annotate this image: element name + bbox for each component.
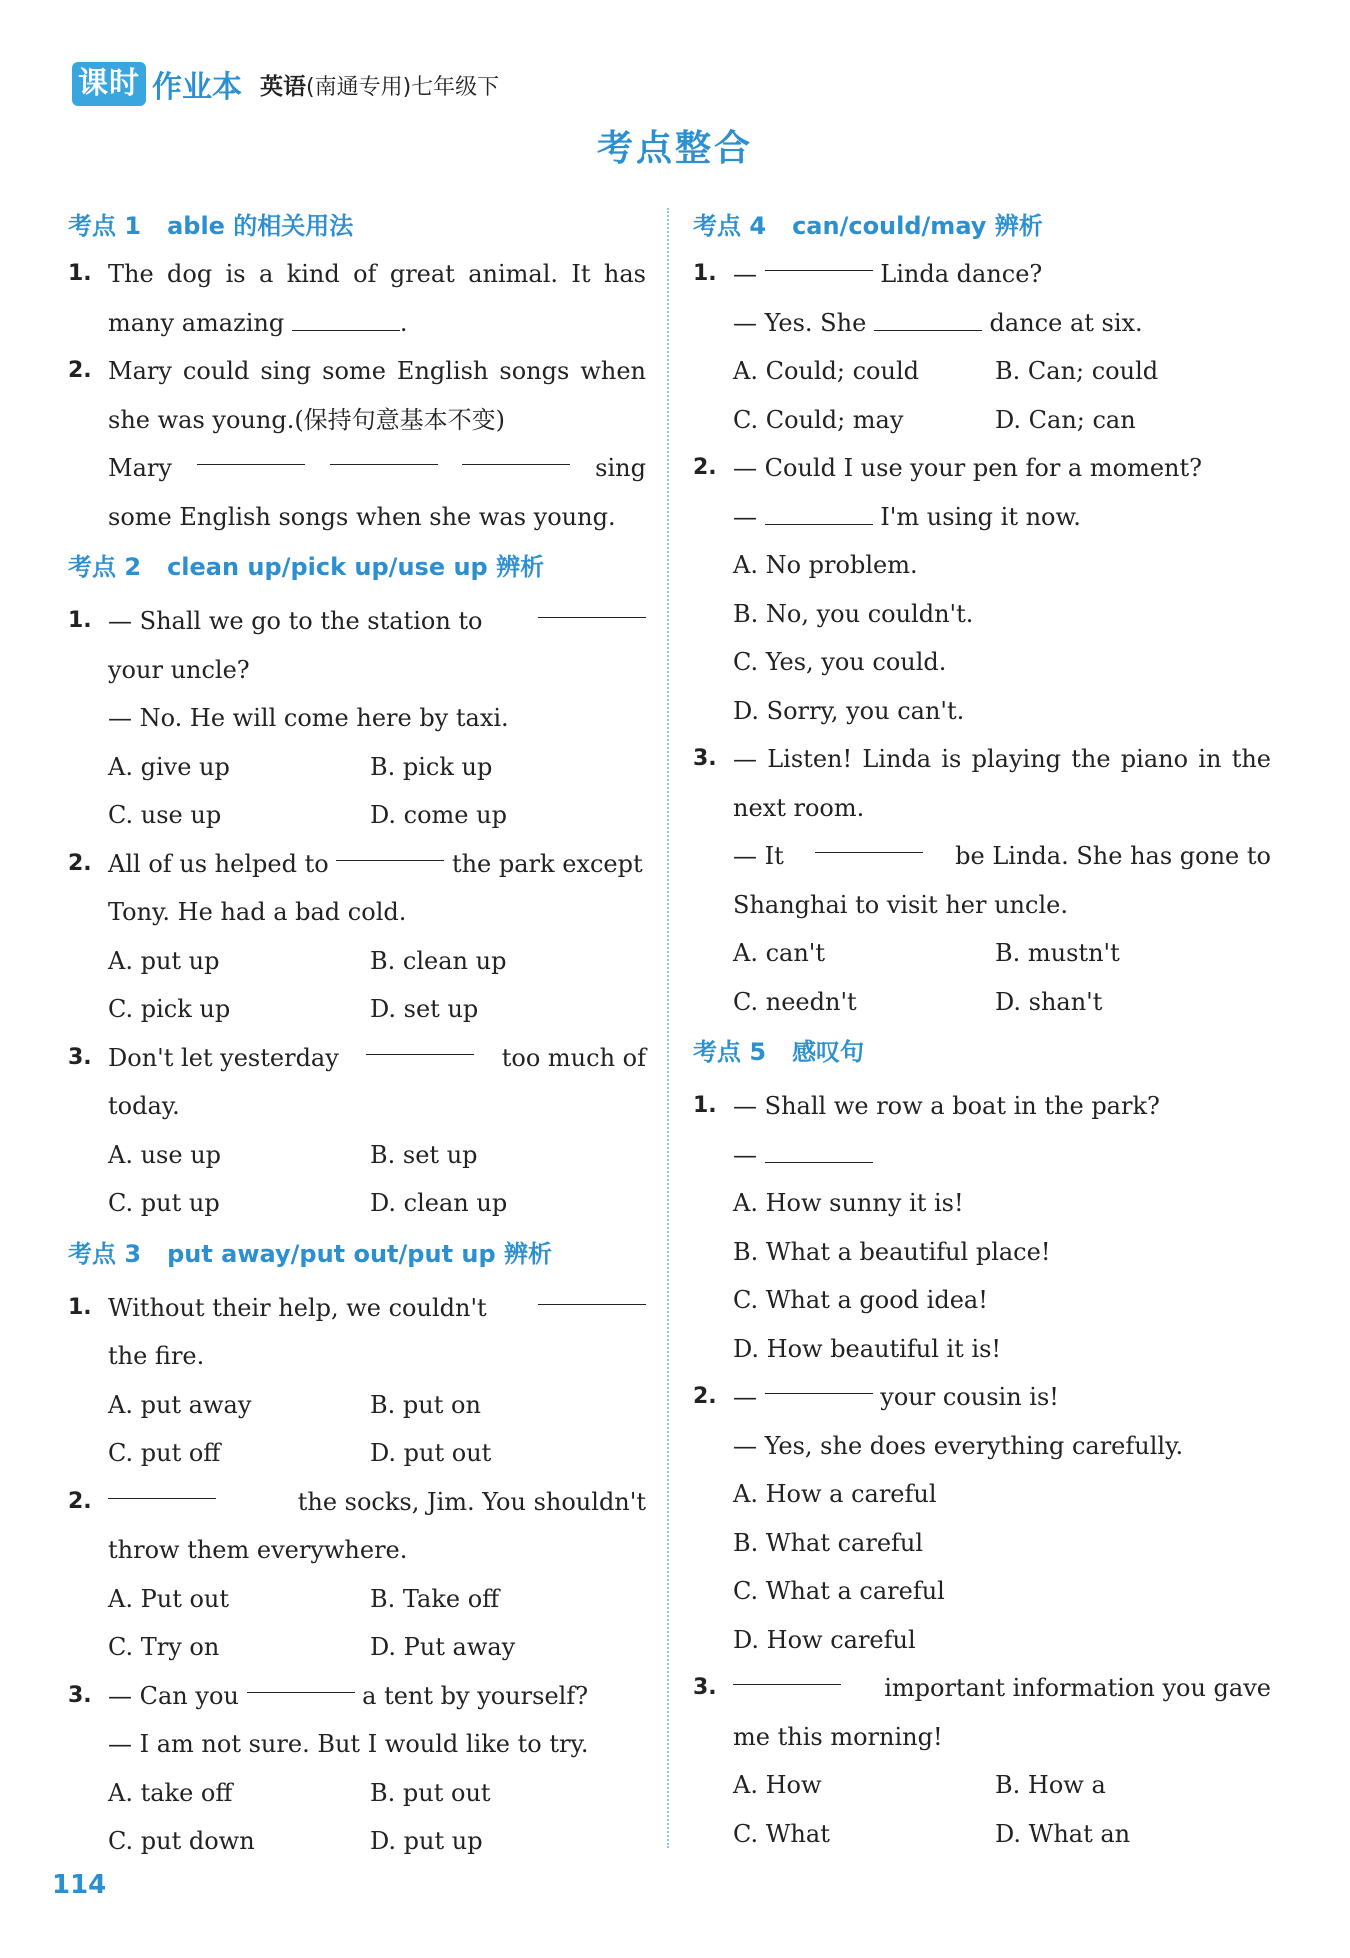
- question: [693, 735, 1271, 784]
- answer-blank[interactable]: [765, 504, 873, 525]
- question-text: me this morning!: [733, 1722, 943, 1751]
- option[interactable]: C. What: [733, 1819, 830, 1848]
- question-text: today.: [108, 1092, 180, 1120]
- question-text: —: [693, 1131, 1271, 1180]
- option[interactable]: B. How a: [995, 1771, 1106, 1799]
- question: 3. — Can you a tent by yourself?: [68, 1672, 646, 1721]
- section-label: 考点 5: [693, 1038, 767, 1066]
- question-number: 1.: [68, 261, 92, 286]
- answer-blank[interactable]: [366, 1034, 474, 1055]
- section-heading: [693, 202, 1271, 250]
- section-label: 考点 4: [693, 212, 767, 240]
- option[interactable]: D. come up: [370, 801, 507, 829]
- option[interactable]: C. put off: [108, 1439, 221, 1467]
- option[interactable]: D. put up: [370, 1827, 483, 1855]
- answer-options: [68, 1381, 646, 1430]
- option[interactable]: B. What a beautiful place!: [733, 1237, 1051, 1266]
- section-topic: able 的相关用法: [167, 212, 354, 240]
- section-label: 考点 2: [68, 553, 142, 581]
- question: 1. — Linda dance?: [693, 250, 1271, 299]
- option[interactable]: D. shan't: [995, 987, 1103, 1016]
- question: 2. All of us helped to the park except: [68, 840, 646, 889]
- option[interactable]: C. pick up: [108, 995, 231, 1023]
- question: 2. — your cousin is!: [693, 1373, 1271, 1422]
- option[interactable]: A. Could; could: [733, 357, 919, 385]
- right-column: [693, 200, 1271, 1858]
- question-text: — I'm using it now.: [733, 502, 1081, 531]
- question-number: 3.: [68, 1682, 92, 1708]
- question-text: throw them everywhere.: [108, 1536, 408, 1564]
- section-label: 考点 1: [68, 212, 142, 240]
- section-topic: put away/put out/put up 辨析: [167, 1239, 553, 1268]
- option[interactable]: A. use up: [108, 1140, 222, 1169]
- question: 3. important information you gave: [693, 1664, 1271, 1713]
- answer-options: [68, 1623, 646, 1672]
- question: 1. — Shall we go to the station to: [68, 597, 646, 646]
- option[interactable]: B. put on: [370, 1390, 481, 1419]
- answer-options: [693, 929, 1271, 978]
- answer-options: [68, 1179, 646, 1228]
- section-heading: [693, 1028, 1271, 1076]
- subject-name: 英语: [260, 73, 306, 100]
- question-number: 2.: [693, 455, 717, 480]
- left-column: [68, 200, 646, 1866]
- option[interactable]: D. clean up: [370, 1189, 508, 1217]
- answer-blank[interactable]: [765, 1373, 873, 1394]
- answer-options: [693, 347, 1271, 396]
- answer-options: [693, 396, 1271, 445]
- question: 2. the socks, Jim. You shouldn't: [68, 1478, 646, 1527]
- question-text: your uncle?: [108, 655, 250, 684]
- answer-blank[interactable]: [733, 1664, 841, 1685]
- answer-blank[interactable]: [538, 1284, 646, 1305]
- answer-options: [68, 1817, 646, 1866]
- question: [68, 347, 646, 396]
- question-text: — Listen! Linda is playing the piano in the: [733, 745, 1271, 773]
- answer-options: [693, 1761, 1271, 1810]
- section-heading: [68, 1230, 646, 1278]
- question-number: 1.: [68, 1294, 92, 1320]
- answer-options: [68, 743, 646, 792]
- answer-options: [68, 1131, 646, 1180]
- question: 1. — Shall we row a boat in the park?: [693, 1082, 1271, 1131]
- option[interactable]: A. Put out: [108, 1584, 230, 1613]
- answer-blank[interactable]: [292, 310, 400, 331]
- subject-detail: (南通专用)七年级下: [306, 74, 500, 100]
- option[interactable]: C. What a careful: [733, 1577, 945, 1605]
- answer-options: [68, 937, 646, 986]
- answer-blank[interactable]: [874, 310, 982, 331]
- option[interactable]: D. Put away: [370, 1633, 516, 1661]
- option[interactable]: A. How: [733, 1771, 822, 1799]
- section-topic: clean up/pick up/use up 辨析: [167, 553, 545, 581]
- option[interactable]: C. Try on: [108, 1633, 220, 1661]
- question-number: 3.: [693, 746, 717, 771]
- answer-blank[interactable]: [197, 444, 305, 465]
- answer-blank[interactable]: [336, 840, 444, 861]
- page-header: [72, 60, 499, 108]
- answer-options: [68, 1769, 646, 1818]
- option[interactable]: C. put down: [108, 1827, 255, 1855]
- option[interactable]: B. Can; could: [995, 357, 1159, 385]
- question-text: Tony. He had a bad cold.: [108, 898, 407, 926]
- option[interactable]: A. give up: [108, 752, 230, 781]
- answer-blank[interactable]: [247, 1672, 355, 1693]
- option[interactable]: D. How beautiful it is!: [733, 1334, 1002, 1363]
- page-title: 考点整合: [596, 127, 753, 169]
- question-number: 2.: [68, 1488, 92, 1514]
- question: 2. — Could I use your pen for a moment?: [693, 444, 1271, 493]
- option[interactable]: D. Sorry, you can't.: [733, 696, 965, 725]
- question-number: 2.: [68, 850, 92, 876]
- option[interactable]: C. use up: [108, 801, 222, 829]
- question-text: the fire.: [108, 1342, 205, 1370]
- section-topic: can/could/may 辨析: [792, 212, 1043, 240]
- question-text: — It be Linda. She has gone to: [693, 832, 1271, 881]
- answer-options: [68, 791, 646, 840]
- option[interactable]: B. mustn't: [995, 939, 1120, 967]
- question-number: 1.: [693, 1093, 717, 1118]
- option[interactable]: A. can't: [733, 939, 826, 967]
- answer-blank[interactable]: [462, 444, 570, 465]
- section-topic: 感叹句: [792, 1038, 865, 1066]
- question-text: Shanghai to visit her uncle.: [733, 890, 1068, 919]
- option[interactable]: C. put up: [108, 1189, 220, 1217]
- answer-blank[interactable]: [765, 1142, 873, 1163]
- question-text: — No. He will come here by taxi.: [108, 704, 509, 732]
- answer-blank[interactable]: [538, 597, 646, 618]
- option[interactable]: D. What an: [995, 1819, 1131, 1848]
- option[interactable]: C. needn't: [733, 987, 857, 1016]
- question-number: 1.: [68, 608, 92, 633]
- book-subject: [260, 68, 499, 101]
- brand-logo: [72, 62, 242, 106]
- answer-options: [693, 978, 1271, 1027]
- answer-blank[interactable]: [815, 832, 923, 853]
- question-text: — Yes, she does everything carefully.: [733, 1431, 1184, 1460]
- question: 1. Without their help, we couldn't: [68, 1284, 646, 1333]
- question-number: 3.: [68, 1044, 92, 1070]
- option[interactable]: A. How sunny it is!: [733, 1189, 964, 1217]
- question-number: 3.: [693, 1675, 717, 1700]
- question-text: next room.: [733, 793, 865, 822]
- option[interactable]: B. put out: [370, 1778, 491, 1807]
- question-text: Mary could sing some English songs when: [108, 357, 646, 385]
- answer-blank[interactable]: [765, 250, 873, 271]
- option[interactable]: A. How a careful: [733, 1480, 937, 1508]
- answer-options: [68, 985, 646, 1034]
- option[interactable]: C. Yes, you could.: [733, 648, 947, 676]
- question: [68, 250, 646, 299]
- question-text: she was young.(保持句意基本不变): [108, 405, 506, 434]
- question-number: 1.: [693, 261, 717, 286]
- option[interactable]: B. No, you couldn't.: [733, 599, 974, 628]
- answer-blank[interactable]: [108, 1478, 216, 1499]
- question-text: some English songs when she was young.: [108, 502, 616, 531]
- section-label: 考点 3: [68, 1239, 142, 1268]
- option[interactable]: B. set up: [370, 1140, 478, 1169]
- option[interactable]: A. take off: [108, 1778, 233, 1807]
- section-heading: [68, 202, 646, 250]
- option[interactable]: B. pick up: [370, 752, 493, 781]
- option[interactable]: A. put up: [108, 946, 220, 975]
- option[interactable]: A. put away: [108, 1390, 252, 1419]
- page-number: 114: [52, 1870, 107, 1900]
- question: 3. Don't let yesterday too much of: [68, 1034, 646, 1083]
- answer-options: [68, 1429, 646, 1478]
- question-number: 2.: [693, 1384, 717, 1409]
- option[interactable]: D. set up: [370, 995, 479, 1023]
- option[interactable]: B. Take off: [370, 1584, 500, 1613]
- question-text: many amazing .: [108, 308, 408, 337]
- logo-badge: 课时: [72, 62, 146, 106]
- question-text: The dog is a kind of great animal. It has: [108, 260, 646, 288]
- answer-options: [68, 1575, 646, 1624]
- option[interactable]: D. How careful: [733, 1625, 916, 1654]
- logo-text: 作业本: [152, 70, 242, 105]
- question-text: — Yes. She dance at six.: [733, 308, 1143, 337]
- option[interactable]: A. No problem.: [733, 551, 918, 579]
- question-number: 2.: [68, 358, 92, 383]
- question-text: Mary sing: [68, 444, 646, 493]
- option[interactable]: C. What a good idea!: [733, 1286, 988, 1314]
- question-text: — I am not sure. But I would like to try.: [108, 1730, 589, 1758]
- answer-options: [693, 1810, 1271, 1859]
- answer-blank[interactable]: [330, 444, 438, 465]
- option[interactable]: C. Could; may: [733, 405, 904, 434]
- option[interactable]: B. What careful: [733, 1528, 924, 1557]
- section-heading: [68, 543, 646, 591]
- option[interactable]: D. Can; can: [995, 405, 1136, 434]
- option[interactable]: D. put out: [370, 1439, 492, 1467]
- column-divider: [667, 208, 669, 1848]
- option[interactable]: B. clean up: [370, 946, 507, 975]
